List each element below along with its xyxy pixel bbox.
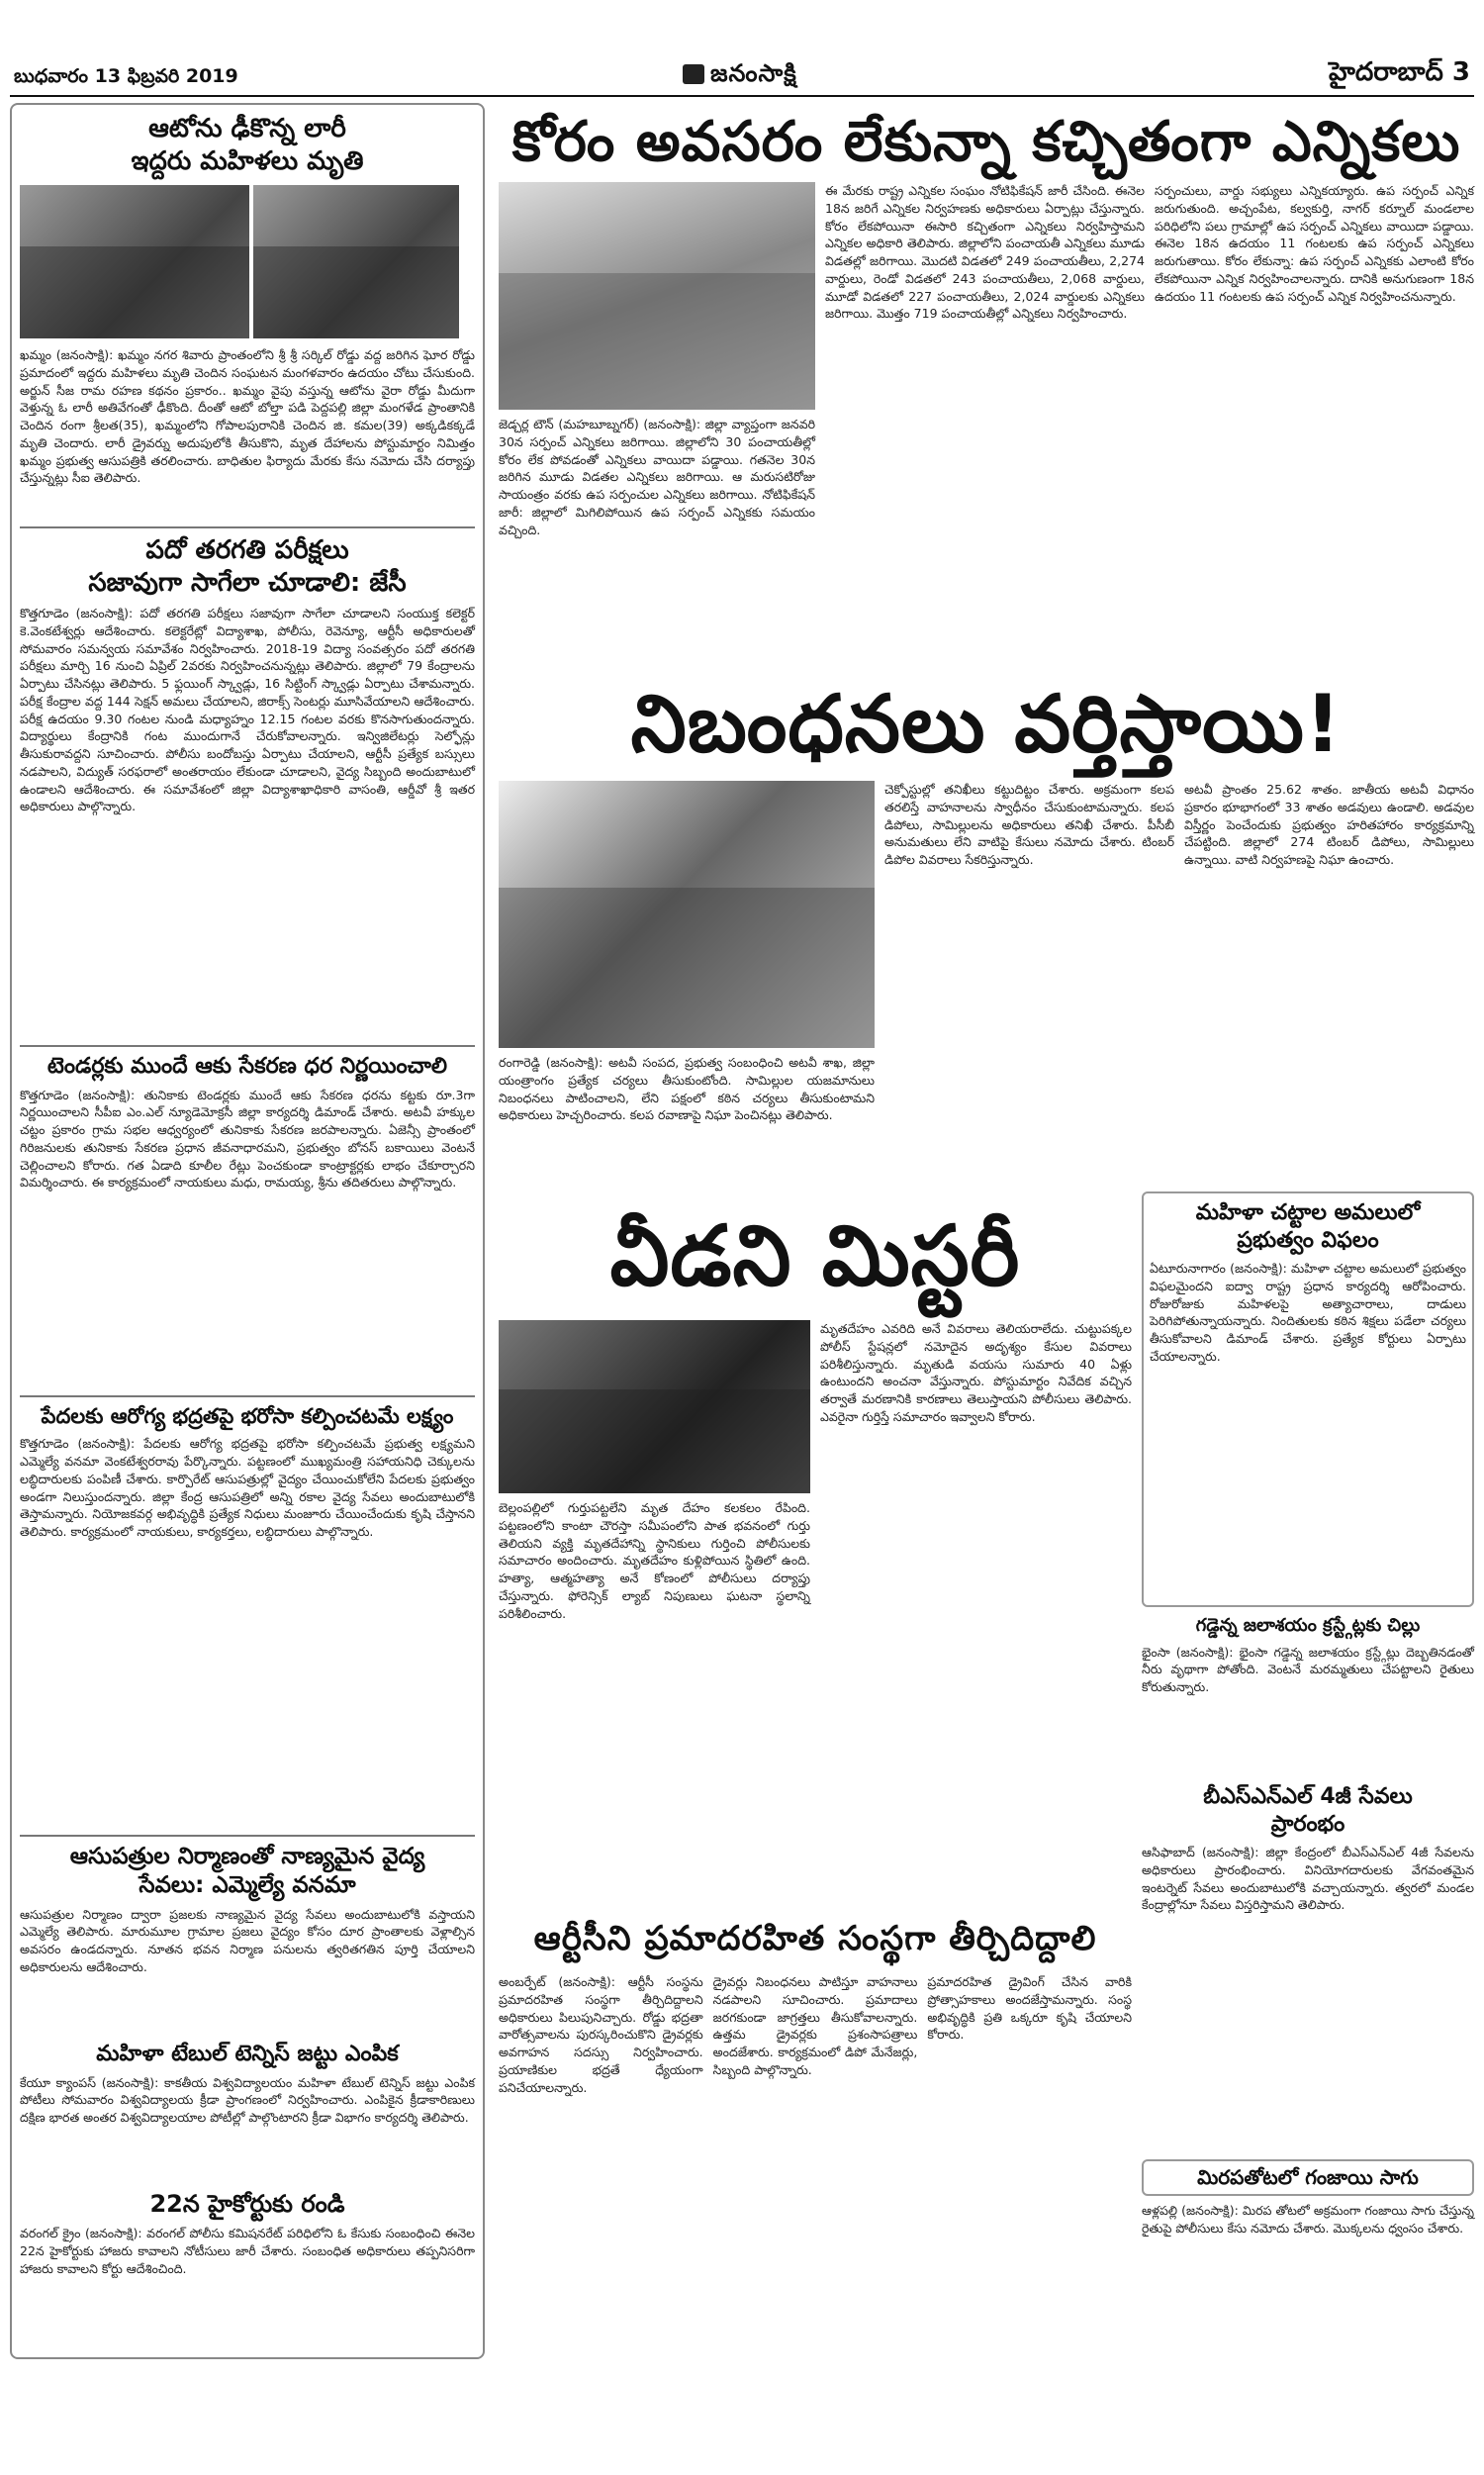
article-headline: ఇద్దరు మహిళలు మృతి (131, 145, 364, 176)
mystery-photo (499, 1320, 810, 1493)
article-body: అటవీ ప్రాంతం 25.62 శాతం. జాతీయ అటవీ విధానం ప్రకారం భూభాగంలో 33 శాతం అడవులు ఉండాలి. అడవుల విస్తీర్ణం పెంచేందుకు ప్రభుత్వం హరితహారం కార్యక్రమాన్ని చేపట్టింది. జిల్లాలో 274 టింబర్ డిపోలు, సామిల్లులు ఉన్నాయి. వాటి నిర్వహణపై నిఘా ఉంచారు. (1184, 782, 1474, 867)
left-sidebar (10, 103, 485, 2359)
article-body: ఈ మేరకు రాష్ట్ర ఎన్నికల సంఘం నోటిఫికేషన్ జారీ చేసింది. ఈనెల 18న జరిగే ఎన్నికల నిర్వహణకు అధికారులు ఏర్పాట్లు చేస్తున్నారు. కోరం లేకపోయినా ఈసారి కచ్చితంగా ఎన్నికలు నిర్వహిస్తామని ఎన్నికల అధికారి తెలిపారు. జిల్లాలోని పంచాయతీ ఎన్నికలు మూడు విడతల్లో జరిగాయి. మొదటి విడతలో 249 పంచాయతీలు, 2,274 వార్డులు, రెండో విడతలో 243 పంచాయతీలు, 2,068 వార్డులు, మూడో విడతలో 227 పంచాయతీలు, 2,024 వార్డులకు ఎన్నికలు జరిగాయి. మొత్తం 719 పంచాయతీల్లో ఎన్నికలు నిర్వహించారు. (825, 183, 1145, 322)
article-headline: బీఎస్ఎన్ఎల్ 4జీ సేవలు (1203, 1784, 1413, 1809)
article-headline: ఆసుపత్రుల నిర్మాణంతో నాణ్యమైన వైద్య (69, 1844, 425, 1869)
article-auto-accident (20, 105, 475, 521)
article-ganja-cultivation (1142, 2159, 1474, 2347)
article-body: బెల్లంపల్లిలో గుర్తుపట్టలేని మృత దేహం కలకలం రేపింది. పట్టణంలోని కాంటా చౌరస్తా సమీపంలోని పాత భవనంలో గుర్తు తెలియని వ్యక్తి మృతదేహాన్ని స్థానికులు గుర్తించి పోలీసులకు సమాచారం అందించారు. మృతదేహం కుళ్లిపోయిన స్థితిలో ఉంది. హత్యా, ఆత్మహత్యా అనే కోణంలో పోలీసులు దర్యాప్తు చేస్తున్నారు. ఫోరెన్సిక్ ల్యాబ్ నిపుణులు ఘటనా స్థలాన్ని పరిశీలించారు. (499, 1500, 810, 1621)
article-headline: వీడని మిస్టరీ (609, 1207, 1021, 1304)
article-unsolved-mystery (499, 1191, 1132, 1904)
article-body: ఆళ్లపల్లి (జనంసాక్షి): మిరప తోటలో అక్రమంగా గంజాయి సాగు చేస్తున్న రైతుపై పోలీసులు కేసు నమోదు చేశారు. మొక్కలను ధ్వంసం చేశారు. (1142, 2203, 1474, 2236)
article-health-security (20, 1403, 475, 1829)
article-headline: మిరపతోటలో గంజాయి సాగు (1142, 2159, 1474, 2196)
article-headline: 22న హైకోర్టుకు రండి (149, 2190, 345, 2218)
article-headline: నిబంధనలు వర్తిస్తాయి! (630, 678, 1343, 770)
article-body: భైంసా (జనంసాక్షి): భైంసా గడ్డెన్న జలాశయం క్రస్ట్గేట్లు దెబ్బతినడంతో నీరు వృథాగా పోతోంది. వెంటనే మరమ్మతులు చేపట్టాలని రైతులు కోరుతున్నారు. (1142, 1644, 1474, 1694)
article-body: డ్రైవర్లు నిబంధనలు పాటిస్తూ వాహనాలు నడపాలని సూచించారు. ప్రమాదాలు జరగకుండా జాగ్రత్తలు తీసుకోవాలన్నారు. ఉత్తమ డ్రైవర్లకు ప్రశంసాపత్రాలు అందజేశారు. కార్యక్రమంలో డిపో మేనేజర్లు, సిబ్బంది పాల్గొన్నారు. (712, 1974, 918, 2077)
article-body: ఏటూరునాగారం (జనంసాక్షి): మహిళా చట్టాల అమలులో ప్రభుత్వం విఫలమైందని ఐద్వా రాష్ట్ర ప్రధాన కార్యదర్శి ఆరోపించారు. రోజురోజుకు మహిళలపై అత్యాచారాలు, దాడులు పెరిగిపోతున్నాయన్నారు. నిందితులకు కఠిన శిక్షలు పడేలా చర్యలు తీసుకోవాలని డిమాండ్ చేశారు. ప్రత్యేక కోర్టులు ఏర్పాటు చేయాలన్నారు. (1150, 1261, 1466, 1364)
article-women-laws (1142, 1191, 1474, 1607)
article-body: ఆసుపత్రుల నిర్మాణం ద్వారా ప్రజలకు నాణ్యమైన వైద్య సేవలు అందుబాటులోకి వస్తాయని ఎమ్మెల్యే తెలిపారు. మారుమూల గ్రామాల ప్రజలు వైద్యం కోసం దూర ప్రాంతాలకు వెళ్లాల్సిన అవసరం ఉండదన్నారు. నూతన భవన నిర్మాణ పనులను త్వరితగతిన పూర్తి చేయాలని అధికారులను ఆదేశించారు. (20, 1906, 475, 1974)
article-body: రంగారెడ్డి (జనంసాక్షి): అటవీ సంపద, ప్రభుత్వ సంబంధించి అటవీ శాఖ, జిల్లా యంత్రాంగం ప్రత్యేక చర్యలు తీసుకుంటోంది. సామిల్లుల యజమానులు నిబంధనలు పాటించాలని, లేని పక్షంలో కఠిన చర్యలు తీసుకుంటామని అధికారులు హెచ్చరించారు. కలప రవాణాపై నిఘా పెంచినట్లు తెలిపారు. (499, 1055, 875, 1123)
article-body: కేయూ క్యాంపస్ (జనంసాక్షి): కాకతీయ విశ్వవిద్యాలయం మహిళా టేబుల్ టెన్నిస్ జట్టు ఎంపిక పోటీలు సోమవారం విశ్వవిద్యాలయ క్రీడా ప్రాంగణంలో నిర్వహించారు. ఎంపికైన క్రీడాకారిణులు దక్షిణ భారత అంతర విశ్వవిద్యాలయాల పోటీల్లో పాల్గొంటారని క్రీడా విభాగం కార్యదర్శి తెలిపారు. (20, 2074, 475, 2125)
article-headline: గడ్డెన్న జలాశయం క్రస్ట్గేట్లకు చిల్లు (1195, 1615, 1421, 1636)
sawmill-photo (499, 781, 875, 1048)
article-headline: టెండర్లకు ముందే ఆకు సేకరణ ధర నిర్ణయించాలి (46, 1054, 448, 1079)
article-headline: ప్రభుత్వం విఫలం (1237, 1227, 1379, 1253)
divider (20, 526, 475, 528)
article-rtc-safety (499, 1904, 1132, 2359)
article-high-court (20, 2189, 475, 2357)
article-body: ఆసిఫాబాద్ (జనంసాక్షి): జిల్లా కేంద్రంలో బీఎస్ఎన్ఎల్ 4జీ సేవలను అధికారులు ప్రారంభించారు. వినియోగదారులకు వేగవంతమైన ఇంటర్నెట్ సేవలు అందుబాటులోకి వచ్చాయన్నారు. త్వరలో మండల కేంద్రాల్లోనూ సేవలు విస్తరిస్తామని తెలిపారు. (1142, 1845, 1474, 1913)
page-header (0, 0, 1484, 99)
main-content (499, 103, 1474, 2359)
accident-photo (20, 185, 249, 338)
article-headline: మహిళా చట్టాల అమలులో (1195, 1200, 1421, 1225)
article-headline: ఆటోను ఢీకొన్న లారీ (148, 114, 346, 143)
header-rule (10, 95, 1474, 97)
article-rules-apply (499, 667, 1474, 1191)
article-body: కొత్తగూడెం (జనంసాక్షి): తునికాకు టెండర్లకు ముందే ఆకు సేకరణ ధరను కట్టకు రూ.3గా నిర్ణయించాలని సీపీఐ ఎం.ఎల్ న్యూడెమోక్రసీ జిల్లా కార్యదర్శి డిమాండ్ చేశారు. అటవీ హక్కుల చట్టం ప్రకారం గ్రామ సభల ఆధ్వర్యంలో తునికాకు సేకరణ జరపాలన్నారు. ఏజెన్సీ ప్రాంతంలో గిరిజనులకు తునికాకు సేకరణ ప్రధాన జీవనాధారమని, ప్రభుత్వం బోనస్ బకాయిలు వెంటనే చెల్లించాలని కోరారు. గత ఏడాది కూలీల రేట్లు పెంచకుండా కాంట్రాక్టర్లకు లాభం చేకూర్చారని విమర్శించారు. ఈ కార్యక్రమంలో నాయకులు మధు, రామయ్య, శ్రీను తదితరులు పాల్గొన్నారు. (20, 1087, 475, 1190)
article-body: చెక్పోస్టుల్లో తనిఖీలు కట్టుదిట్టం చేశారు. అక్రమంగా కలప తరలిస్తే వాహనాలను స్వాధీనం చేసుకుంటామన్నారు. కలప డిపోలు, సామిల్లులను అధికారులు తనిఖీ చేశారు. పీసీబీ అనుమతులు లేని వాటిపై కేసులు నమోదు చేశారు. టింబర్ డిపోల వివరాలు సేకరిస్తున్నారు. (884, 782, 1174, 867)
divider (20, 1395, 475, 1397)
article-tenth-exams (20, 534, 475, 1039)
page-city-number: హైదరాబాద్ 3 (1329, 57, 1470, 87)
article-table-tennis (20, 2041, 475, 2189)
article-headline: కోరం అవసరం లేకున్నా కచ్చితంగా ఎన్నికలు (511, 110, 1461, 174)
article-headline: ప్రారంభం (1270, 1811, 1345, 1837)
article-bsnl-4g (1142, 1783, 1474, 2159)
article-body: మృతదేహం ఎవరిది అనే వివరాలు తెలియరాలేదు. చుట్టుపక్కల పోలీస్ స్టేషన్లలో నమోదైన అదృశ్యం కేసుల వివరాలు పరిశీలిస్తున్నారు. మృతుడి వయసు సుమారు 40 ఏళ్లు ఉంటుందని అంచనా వేస్తున్నారు. పోస్టుమార్టం నివేదిక వచ్చిన తర్వాతే మరణానికి కారణాలు తెలుస్తాయని పోలీసులు తెలిపారు. ఎవరైనా గుర్తిస్తే సమాచారం ఇవ్వాలని కోరారు. (820, 1321, 1132, 1424)
article-hospitals (20, 1843, 475, 2041)
article-body: జెడ్చర్ల టౌన్ (మహబూబ్నగర్) (జనంసాక్షి): జిల్లా వ్యాప్తంగా జనవరి 30న సర్పంచ్ ఎన్నికలు జరిగాయి. జిల్లాలోని 30 పంచాయతీల్లో కోరం లేక పోవడంతో ఎన్నికలు వాయిదా పడ్డాయి. గతనెల 30న జరిగిన మూడు విడతల ఎన్నికలు జరిగాయి. ఆ మరుసటిరోజు సాయంత్రం వరకు ఉప సర్పంచుల ఎన్నికలు జరిగాయి. నోటిఫికేషన్ జారీ: జిల్లాలో మిగిలిపోయిన ఉప సర్పంచ్ ఎన్నికకు సమయం వచ్చింది. (499, 417, 815, 537)
issue-date: బుధవారం 13 ఫిబ్రవరి 2019 (14, 65, 238, 87)
accident-photo (253, 185, 459, 338)
article-headline: పదో తరగతి పరీక్షలు (145, 535, 349, 565)
article-headline: పేదలకు ఆరోగ్య భద్రతపై భరోసా కల్పించటమే లక్ష్యం (41, 1404, 454, 1428)
article-headline: సజావుగా సాగేలా చూడాలి: జేసీ (88, 567, 407, 598)
divider (20, 1835, 475, 1837)
masthead-logo: జనంసాక్షి (683, 59, 797, 93)
article-body: కొత్తగూడెం (జనంసాక్షి): పదో తరగతి పరీక్షలు సజావుగా సాగేలా చూడాలని సంయుక్త కలెక్టర్ కె.వెంకటేశ్వర్లు ఆదేశించారు. కలెక్టరేట్లో విద్యాశాఖ, పోలీసు, రెవెన్యూ, ఆర్టీసీ అధికారులతో సోమవారం సమన్వయ సమావేశం నిర్వహించారు. 2018-19 విద్యా సంవత్సరం పదో తరగతి పరీక్షలు మార్చి 16 నుంచి ఏప్రిల్ 2వరకు నిర్వహించనున్నట్లు తెలిపారు. జిల్లాలో 79 కేంద్రాలను ఏర్పాటు చేసినట్లు తెలిపారు. 5 ఫ్లయింగ్ స్క్వాడ్లు, 16 సిట్టింగ్ స్క్వాడ్లు ఏర్పాటు చేశామన్నారు. పరీక్ష కేంద్రాల వద్ద 144 సెక్షన్ అమలు చేయాలని, జిరాక్స్ సెంటర్లు మూసివేయాలని ఆదేశించారు. పరీక్ష ఉదయం 9.30 గంటల నుండి మధ్యాహ్నం 12.15 గంటల వరకు కొనసాగుతుందన్నారు. విద్యార్థులు కేంద్రానికి గంట ముందుగానే చేరుకోవాలన్నారు. ఇన్విజిలేటర్లు సెల్ఫోన్లు తీసుకురావద్దని సూచించారు. పోలీసు బందోబస్తు ఏర్పాటు చేయాలని, ఆర్టీసీ ప్రత్యేక బస్సులు నడపాలని, విద్యుత్ సరఫరాలో అంతరాయం లేకుండా చూడాలని, వైద్య సిబ్బంది అందుబాటులో ఉండాలని ఆదేశించారు. ఈ సమావేశంలో జిల్లా విద్యాశాఖాధికారి వాసంతి, ఆర్డీవో శ్రీ ఇతర అధికారులు పాల్గొన్నారు. (20, 606, 475, 814)
election-crowd-photo (499, 182, 815, 410)
article-quorum-elections (499, 103, 1474, 667)
article-body: వరంగల్ క్రైం (జనంసాక్షి): వరంగల్ పోలీసు కమిషనరేట్ పరిధిలోని ఓ కేసుకు సంబంధించి ఈనెల 22న హైకోర్టుకు హాజరు కావాలని నోటీసులు జారీ చేశారు. సంబంధిత అధికారులు తప్పనిసరిగా హాజరు కావాలని కోర్టు ఆదేశించింది. (20, 2226, 475, 2276)
article-leaf-price (20, 1053, 475, 1389)
article-headline: సేవలు: ఎమ్మెల్యే వనమా (139, 1871, 356, 1898)
article-body: సర్పంచులు, వార్డు సభ్యులు ఎన్నికయ్యారు. ఉప సర్పంచ్ ఎన్నిక జరుగుతుంది. అచ్చంపేట, కల్వకుర్తి, నాగర్ కర్నూల్ మండలాల పరిధిలోని పలు గ్రామాల్లో ఉప సర్పంచ్ ఎన్నికలు వాయిదా పడ్డాయి. ఈనెల 18న ఉదయం 11 గంటలకు ఉప సర్పంచ్ ఎన్నికలు జరుగుతాయి. కోరం లేకున్నా: ఉప సర్పంచ్ ఎన్నికకు ఎలాంటి కోరం లేకపోయినా ఎన్నిక నిర్వహించాలన్నారు. దానికి అనుగుణంగా 18న ఉదయం 11 గంటలకు ఉప సర్పంచ్ ఎన్నిక నిర్వహించనున్నారు. (1155, 183, 1474, 304)
divider (20, 1045, 475, 1047)
article-headline: ఆర్టీసీని ప్రమాదరహిత సంస్థగా తీర్చిదిద్దాలి (533, 1919, 1097, 1958)
article-reservoir-gates (1142, 1615, 1474, 1783)
article-body: కొత్తగూడెం (జనంసాక్షి): పేదలకు ఆరోగ్య భద్రతపై భరోసా కల్పించటమే ప్రభుత్వ లక్ష్యమని ఎమ్మెల్యే వనమా వెంకటేశ్వరరావు పేర్కొన్నారు. పట్టణంలో ముఖ్యమంత్రి సహాయనిధి చెక్కులను లబ్ధిదారులకు పంపిణీ చేశారు. కార్పొరేట్ ఆసుపత్రుల్లో వైద్యం చేయించుకోలేని పేదలకు ప్రభుత్వం అండగా నిలుస్తుందన్నారు. జిల్లా కేంద్ర ఆసుపత్రిలో అన్ని రకాల వైద్య సేవలు అందుబాటులోకి తెస్తామన్నారు. నియోజకవర్గ అభివృద్ధికి ప్రత్యేక నిధులు మంజూరు చేయించేందుకు కృషి చేస్తానని తెలిపారు. కార్యక్రమంలో నాయకులు, కార్యకర్తలు, లబ్ధిదారులు పాల్గొన్నారు. (20, 1436, 475, 1539)
article-body: ఖమ్మం (జనంసాక్షి): ఖమ్మం నగర శివారు ప్రాంతంలోని శ్రీ శ్రీ సర్కిల్ రోడ్డు వద్ద జరిగిన ఘోర రోడ్డు ప్రమాదంలో ఇద్దరు మహిళలు మృతి చెందిన సంఘటన మంగళవారం ఉదయం చోటు చేసుకుంది. అర్జున్ సీజ రామ రహణ కథనం ప్రకారం.. ఖమ్మం వైపు వస్తున్న ఆటోను వైరా రోడ్డు మీదుగా వెళ్తున్న ఓ లారీ అతివేగంతో ఢీకొంది. దీంతో ఆటో బోల్తా పడి పెద్దపల్లి జిల్లా మంగళేడ ప్రాంతానికి చెందిన రంగా శ్రీలత(35), ఖమ్మంలోని గోపాలపురానికి చెందిన జి. కమల(39) అక్కడికక్కడే మృతి చెందారు. లారీ డ్రైవర్ను అదుపులోకి తీసుకొని, మృత దేహాలను పోస్టుమార్టం నిమిత్తం ఖమ్మం ప్రభుత్వ ఆసుపత్రికి తరలించారు. బాధితుల ఫిర్యాదు మేరకు కేసు నమోదు చేసి దర్యాప్తు చేస్తున్నట్లు సీఐ తెలిపారు. (20, 347, 475, 486)
article-headline: మహిళా టేబుల్ టెన్నిస్ జట్టు ఎంపిక (96, 2042, 399, 2066)
article-body: ప్రమాదరహిత డ్రైవింగ్ చేసిన వారికి ప్రోత్సాహకాలు అందజేస్తామన్నారు. సంస్థ అభివృద్ధికి ప్రతి ఒక్కరూ కృషి చేయాలని కోరారు. (927, 1974, 1132, 2043)
article-body: అంబర్పేట్ (జనంసాక్షి): ఆర్టీసీ సంస్థను ప్రమాదరహిత సంస్థగా తీర్చిదిద్దాలని అధికారులు పిలుపునిచ్చారు. రోడ్డు భద్రతా వారోత్సవాలను పురస్కరించుకొని డ్రైవర్లకు అవగాహన సదస్సు నిర్వహించారు. ప్రయాణికుల భద్రతే ధ్యేయంగా పనిచేయాలన్నారు. (499, 1974, 703, 2095)
